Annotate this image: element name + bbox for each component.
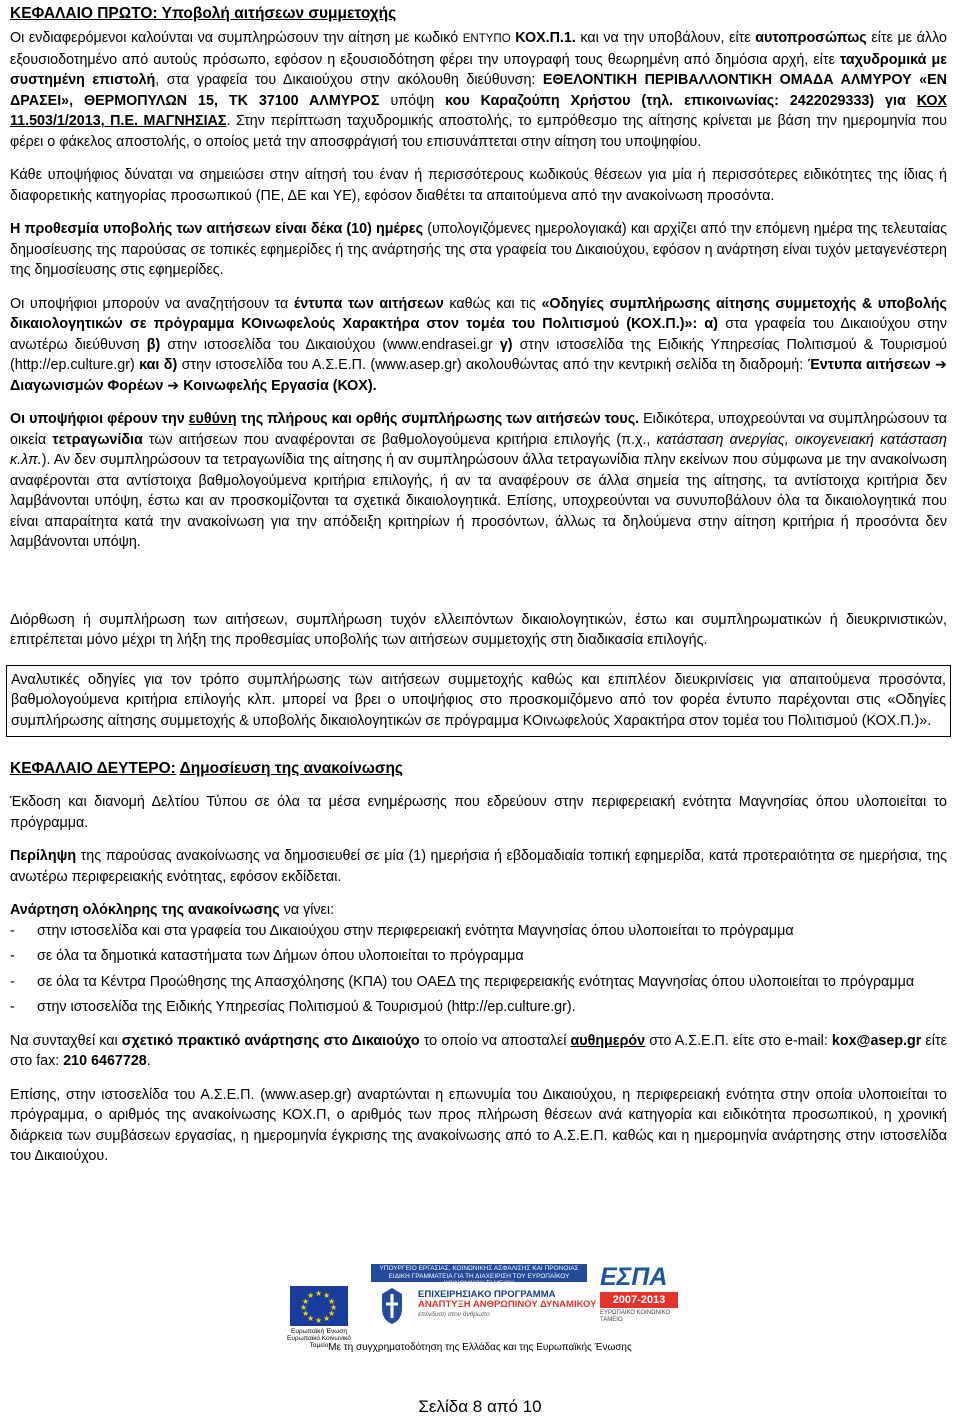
ch1-paragraph-corrections: Διόρθωση ή συμπλήρωση των αιτήσεων, συμπλήρωση τυχόν ελλειπόντων δικαιολογητικών, έστω και συμπληρωματικών ή διευκρινιστικών, επιτρέπεται μόνο μέχρι τη λήξη της προθεσμίας υποβολής των αιτήσεων συμμετοχής στη διαδικασία επιλογής.	[10, 611, 947, 648]
ch1-paragraph-submission: Οι ενδιαφερόμενοι καλούνται να συμπληρώσουν την αίτηση με κωδικό ΕΝΤΥΠΟ ΚΟΧ.Π.1. και να την υποβάλουν, είτε αυτοπροσώπως είτε με άλλο εξουσιοδοτημένο από αυτούς πρόσωπο, εφόσον η εξουσιοδότηση φέρει την υπογραφή τους θεωρημένη από δημόσια αρχή, είτε ταχυδρομικά με συστημένη επιστολή, στα γραφεία του Δικαιούχου στην ακόλουθη διεύθυνση: ΕΘΕΛΟΝΤΙΚΗ ΠΕΡΙΒΑΛΛΟΝΤΙΚΗ ΟΜΑΔΑ ΑΛΜΥΡΟΥ «ΕΝ ΔΡΑΣΕΙ», ΘΕΡΜΟΠΥΛΩΝ 15, ΤΚ 37100 ΑΛΜΥΡΟΣ υπόψη κου Καραζούπη Χρήστου (τηλ. επικοινωνίας: 2422029333) για ΚΟΧ 11.503/1/2013, Π.Ε. ΜΑΓΝΗΣΙΑΣ. Στην περίπτωση ταχυδρομικής αποστολής, το εμπρόθεσμο της αίτησης κρίνεται με βάση την ημερομηνία που φέρει ο φάκελος αποστολής, ο οποίος μετά την αποσφράγισή του επισυνάπτεται στην αίτηση του υποψηφίου.	[10, 30, 948, 150]
ch1-paragraph-deadline: Η προθεσμία υποβολής των αιτήσεων είναι δέκα (10) ημέρες (υπολογιζόμενες ημερολογιακά) και αρχίζει από την επόμενη ημέρα της τελευταίας δημοσίευσης της παρούσας σε τοπικές εφημερίδες ή της ανάρτησής της στα γραφεία του Δικαιούχου, εφόσον η ανάρτηση είναι τυχόν μεταγενέστερη της δημοσίευσης στις εφημερίδες.	[10, 221, 947, 278]
espa-logo: ΕΣΠΑ 2007-2013 ΕΥΡΩΠΑΪΚΟ ΚΟΙΝΩΝΙΚΟ ΤΑΜΕΙΟ	[600, 1264, 678, 1322]
ch2-paragraph-summary: Περίληψη της παρούσας ανακοίνωσης να δημοσιευθεί σε μία (1) ημερήσια ή εβδομαδιαία τοπική εφημερίδα, κατά προτεραιότητα σε ημερήσια, της ανωτέρω περιφερειακής ενότητας, εφόσον εκδίδεται.	[10, 848, 947, 885]
eu-logo: ★ ★ ★ ★ ★ ★ ★ ★ ★ ★ ★ ★ Ευρωπαϊκή Ένωση Ευρωπαϊκό Κοινωνικό Ταμείο	[278, 1286, 360, 1349]
ch2-paragraph-report: Να συνταχθεί και σχετικό πρακτικό ανάρτησης στο Δικαιούχο το οποίο να αποσταλεί αυθημερόν στο Α.Σ.Ε.Π. είτε στο e-mail: kox@asep.gr είτε στο fax: 210 6467728.	[10, 1032, 947, 1069]
chapter-1-heading: ΚΕΦΑΛΑΙΟ ΠΡΩΤΟ: Υποβολή αιτήσεων συμμετοχής	[10, 5, 397, 22]
list-item: - στην ιστοσελίδα και στα γραφεία του Δικαιούχου στην περιφερειακή ενότητα Μαγνησίας όπου υλοποιείται το πρόγραμμα	[10, 921, 947, 942]
posting-list	[10, 921, 947, 1018]
arrow-right-icon: ➔	[167, 377, 180, 394]
list-item: - σε όλα τα Κέντρα Προώθησης της Απασχόλησης (ΚΠΑ) του ΟΑΕΔ της περιφερειακής ενότητας Μαγνησίας όπου υλοποιείται το πρόγραμμα	[10, 972, 947, 993]
eu-flag-icon: ★ ★ ★ ★ ★ ★ ★ ★ ★ ★ ★ ★	[290, 1286, 348, 1326]
op-logo: ΕΠΙΧΕΙΡΗΣΙΑΚΟ ΠΡΟΓΡΑΜΜΑ ΑΝΑΠΤΥΞΗ ΑΝΘΡΩΠΙΝΟΥ ΔΥΝΑΜΙΚΟΥ επένδυση στον άνθρωπο	[418, 1289, 597, 1318]
instructions-box-text: Αναλυτικές οδηγίες για τον τρόπο συμπλήρωσης των αιτήσεων συμμετοχής καθώς και επιπλέον διευκρινίσεις για απαιτούμενα προσόντα, βαθμολογούμενα κριτήρια επιλογής κλπ. μπορεί να βρει ο υποψήφιος στο προσκομιζόμενο από τον φορέα έντυπο παρέχονται στις «Οδηγίες συμπλήρωσης αίτησης συμμετοχής & υποβολής δικαιολογητικών σε πρόγραμμα ΚΟινωφελούς Χαρακτήρα στον τομέα του Πολιτισμού (ΚΟΧ.Π.)».	[11, 671, 946, 729]
cofunding-caption: Με τη συγχρηματοδότηση της Ελλάδας και της Ευρωπαϊκής Ένωσης	[328, 1342, 632, 1353]
ch1-paragraph-responsibility: Οι υποψήφιοι φέρουν την ευθύνη της πλήρους και ορθής συμπλήρωσης των αιτήσεών τους. Ειδικότερα, υποχρεούνται να συμπληρώσουν τα οικεία τετραγωνίδια των αιτήσεων που αναφέρονται σε βαθμολογούμενα κριτήρια επιλογής (π.χ., κατάσταση ανεργίας, οικογενειακή κατάσταση κ.λπ.). Αν δεν συμπληρώσουν τα τετραγωνίδια της αίτησης ή αν συμπληρώσουν άλλα τετραγωνίδια πλην εκείνων που σύμφωνα με την ανακοίνωση αναφέρονται στα αντίστοιχα βαθμολογούμενα κριτήρια επιλογής, ή αν τα αναφέρουν σε άλλα σημεία της αίτησης, τα αντίστοιχα κριτήρια δεν λαμβάνονται υπόψη, έστω και αν προσκομίζονται τα σχετικά δικαιολογητικά. Επίσης, υποχρεούνται να συνυποβάλουν όλα τα δικαιολογητικά που είναι απαραίτητα κατά την ανακοίνωση για την απόδειξη κριτηρίων ή προσόντων, άλλως τα δηλούμενα στην αίτηση κριτήρια ή προσόντα δεν λαμβάνονται υπόψη.	[10, 411, 947, 550]
ministry-banner: ΥΠΟΥΡΓΕΙΟ ΕΡΓΑΣΙΑΣ, ΚΟΙΝΩΝΙΚΗΣ ΑΣΦΑΛΙΣΗΣ ΚΑΙ ΠΡΟΝΟΙΑΣ ΕΙΔΙΚΗ ΓΡΑΜΜΑΤΕΙΑ ΓΙΑ ΤΗ ΔΙΑΧΕΙΡΙΣΗ ΤΟΥ ΕΥΡΩΠΑΪΚΟΥ ΚΟΙΝΩΝΙΚΟΥ ΤΑΜΕΙΟΥ	[371, 1264, 587, 1282]
greek-emblem-icon	[380, 1286, 404, 1326]
ch1-paragraph-forms: Οι υποψήφιοι μπορούν να αναζητήσουν τα έντυπα των αιτήσεων καθώς και τις «Οδηγίες συμπλήρωσης αίτησης συμμετοχής & υποβολής δικαιολογητικών σε πρόγραμμα ΚΟινωφελούς Χαρακτήρα στον τομέα του Πολιτισμού (ΚΟΧ.Π.)»: α) στα γραφεία του Δικαιούχου στην ανωτέρω διεύθυνση β) στην ιστοσελίδα του Δικαιούχου (www.endrasei.gr γ) στην ιστοσελίδα της Ειδικής Υπηρεσίας Πολιτισμού & Τουρισμού (http://ep.culture.gr) και δ) στην ιστοσελίδα του Α.Σ.Ε.Π. (www.asep.gr) ακολουθώντας από την κεντρική σελίδα τη διαδρομή: Έντυπα αιτήσεων ➔ Διαγωνισμών Φορέων ➔ Κοινωφελής Εργασία (ΚΟΧ).	[10, 295, 947, 394]
chapter-2-heading: ΚΕΦΑΛΑΙΟ ΔΕΥΤΕΡΟ: Δημοσίευση της ανακοίνωσης	[10, 760, 403, 777]
document-page	[10, 0, 947, 1167]
instructions-box	[6, 665, 951, 738]
funding-logos	[0, 1264, 960, 1364]
list-item: - στην ιστοσελίδα της Ειδικής Υπηρεσίας Πολιτισμού & Τουρισμού (http://ep.culture.gr).	[10, 997, 947, 1018]
page-number: Σελίδα 8 από 10	[418, 1397, 542, 1416]
ch1-paragraph-codes: Κάθε υποψήφιος δύναται να σημειώσει στην αίτησή του έναν ή περισσότερους κωδικούς θέσεων για μία ή περισσότερες ειδικότητες της ίδιας ή διαφορετικής κατηγορίας προσωπικού (ΠΕ, ΔΕ και ΥΕ), εφόσον διαθέτει τα απαιτούμενα από την ανακοίνωση προσόντα.	[10, 167, 947, 204]
ch2-paragraph-posting: Ανάρτηση ολόκληρης της ανακοίνωσης να γίνει:	[10, 902, 335, 918]
ch2-paragraph-asep: Επίσης, στην ιστοσελίδα του Α.Σ.Ε.Π. (www.asep.gr) αναρτώνται η επωνυμία του Δικαιούχου, η περιφερειακή ενότητα στην οποία υλοποιείται το πρόγραμμα, ο αριθμός της ανακοίνωσης ΚΟΧ.Π, ο αριθμός των προς πλήρωση θέσεων ανά κατηγορία και ειδικότητα προσωπικού, η χρονική διάρκεια των συμβάσεων εργασίας, η ημερομηνία έγκρισης της ανακοίνωσης από το Α.Σ.Ε.Π. καθώς και η ημερομηνία ανάρτησης στην ιστοσελίδα του Δικαιούχου.	[10, 1086, 947, 1164]
arrow-right-icon: ➔	[935, 357, 947, 373]
list-item: - σε όλα τα δημοτικά καταστήματα των Δήμων όπου υλοποιείται το πρόγραμμα	[10, 946, 947, 967]
ch2-paragraph-press: Έκδοση και διανομή Δελτίου Τύπου σε όλα τα μέσα ενημέρωσης που εδρεύουν στην περιφερειακή ενότητα Μαγνησίας όπου υλοποιείται το πρόγραμμα.	[10, 794, 947, 831]
